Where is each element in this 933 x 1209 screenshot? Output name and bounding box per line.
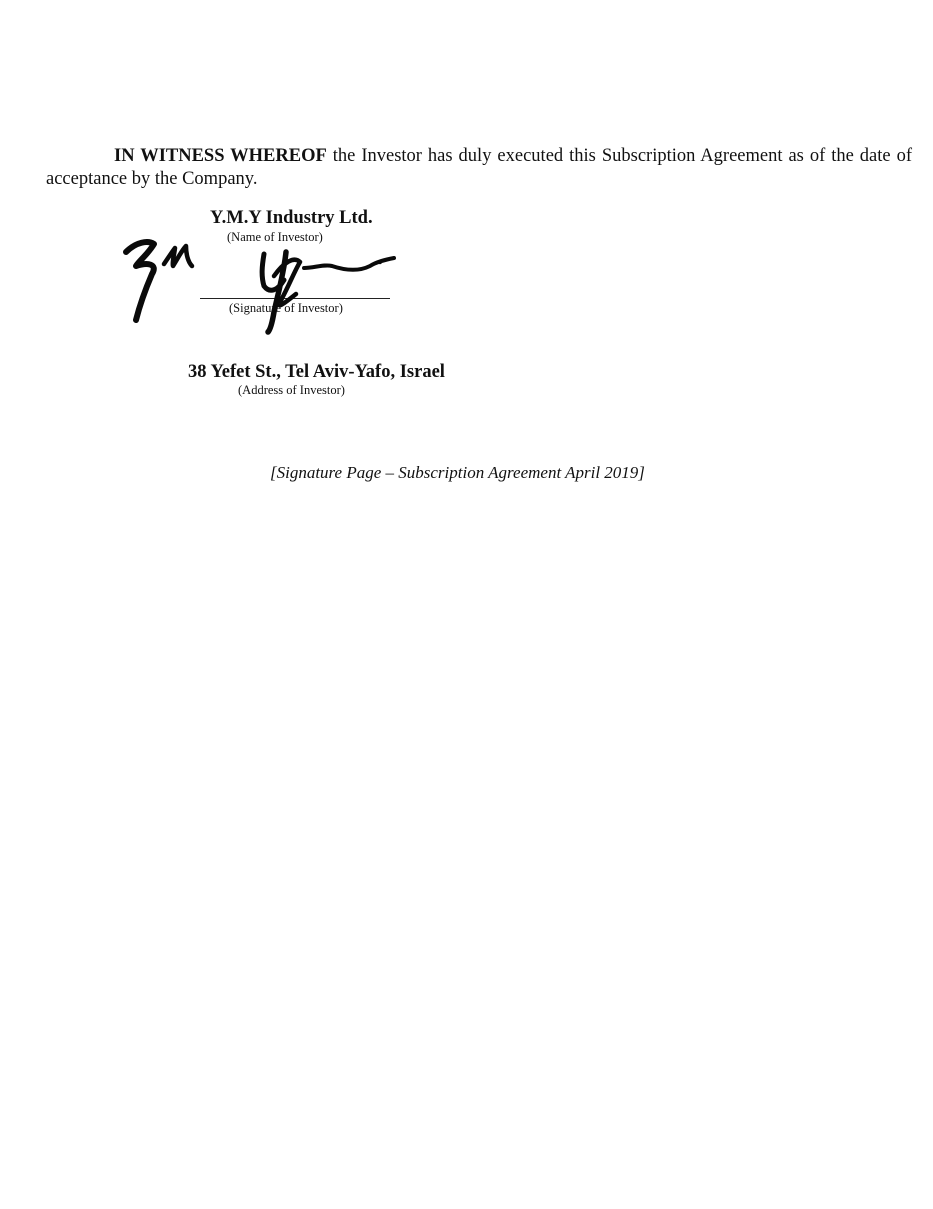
witness-paragraph [46, 145, 912, 191]
signature-page-footer: [Signature Page – Subscription Agreement April 2019] [270, 463, 645, 482]
investor-address-caption: (Address of Investor) [238, 383, 345, 397]
investor-address: 38 Yefet St., Tel Aviv-Yafo, Israel [188, 362, 445, 382]
witness-text: the Investor has duly executed this Subscription Agreement as of the date of acceptance by the Company. [46, 145, 913, 189]
signature-caption: (Signature of Investor) [229, 301, 343, 315]
investor-name: Y.M.Y Industry Ltd. [210, 208, 373, 228]
witness-lead: IN WITNESS WHEREOF [114, 145, 327, 166]
handwritten-signature [118, 232, 408, 337]
investor-name-caption: (Name of Investor) [227, 230, 323, 244]
